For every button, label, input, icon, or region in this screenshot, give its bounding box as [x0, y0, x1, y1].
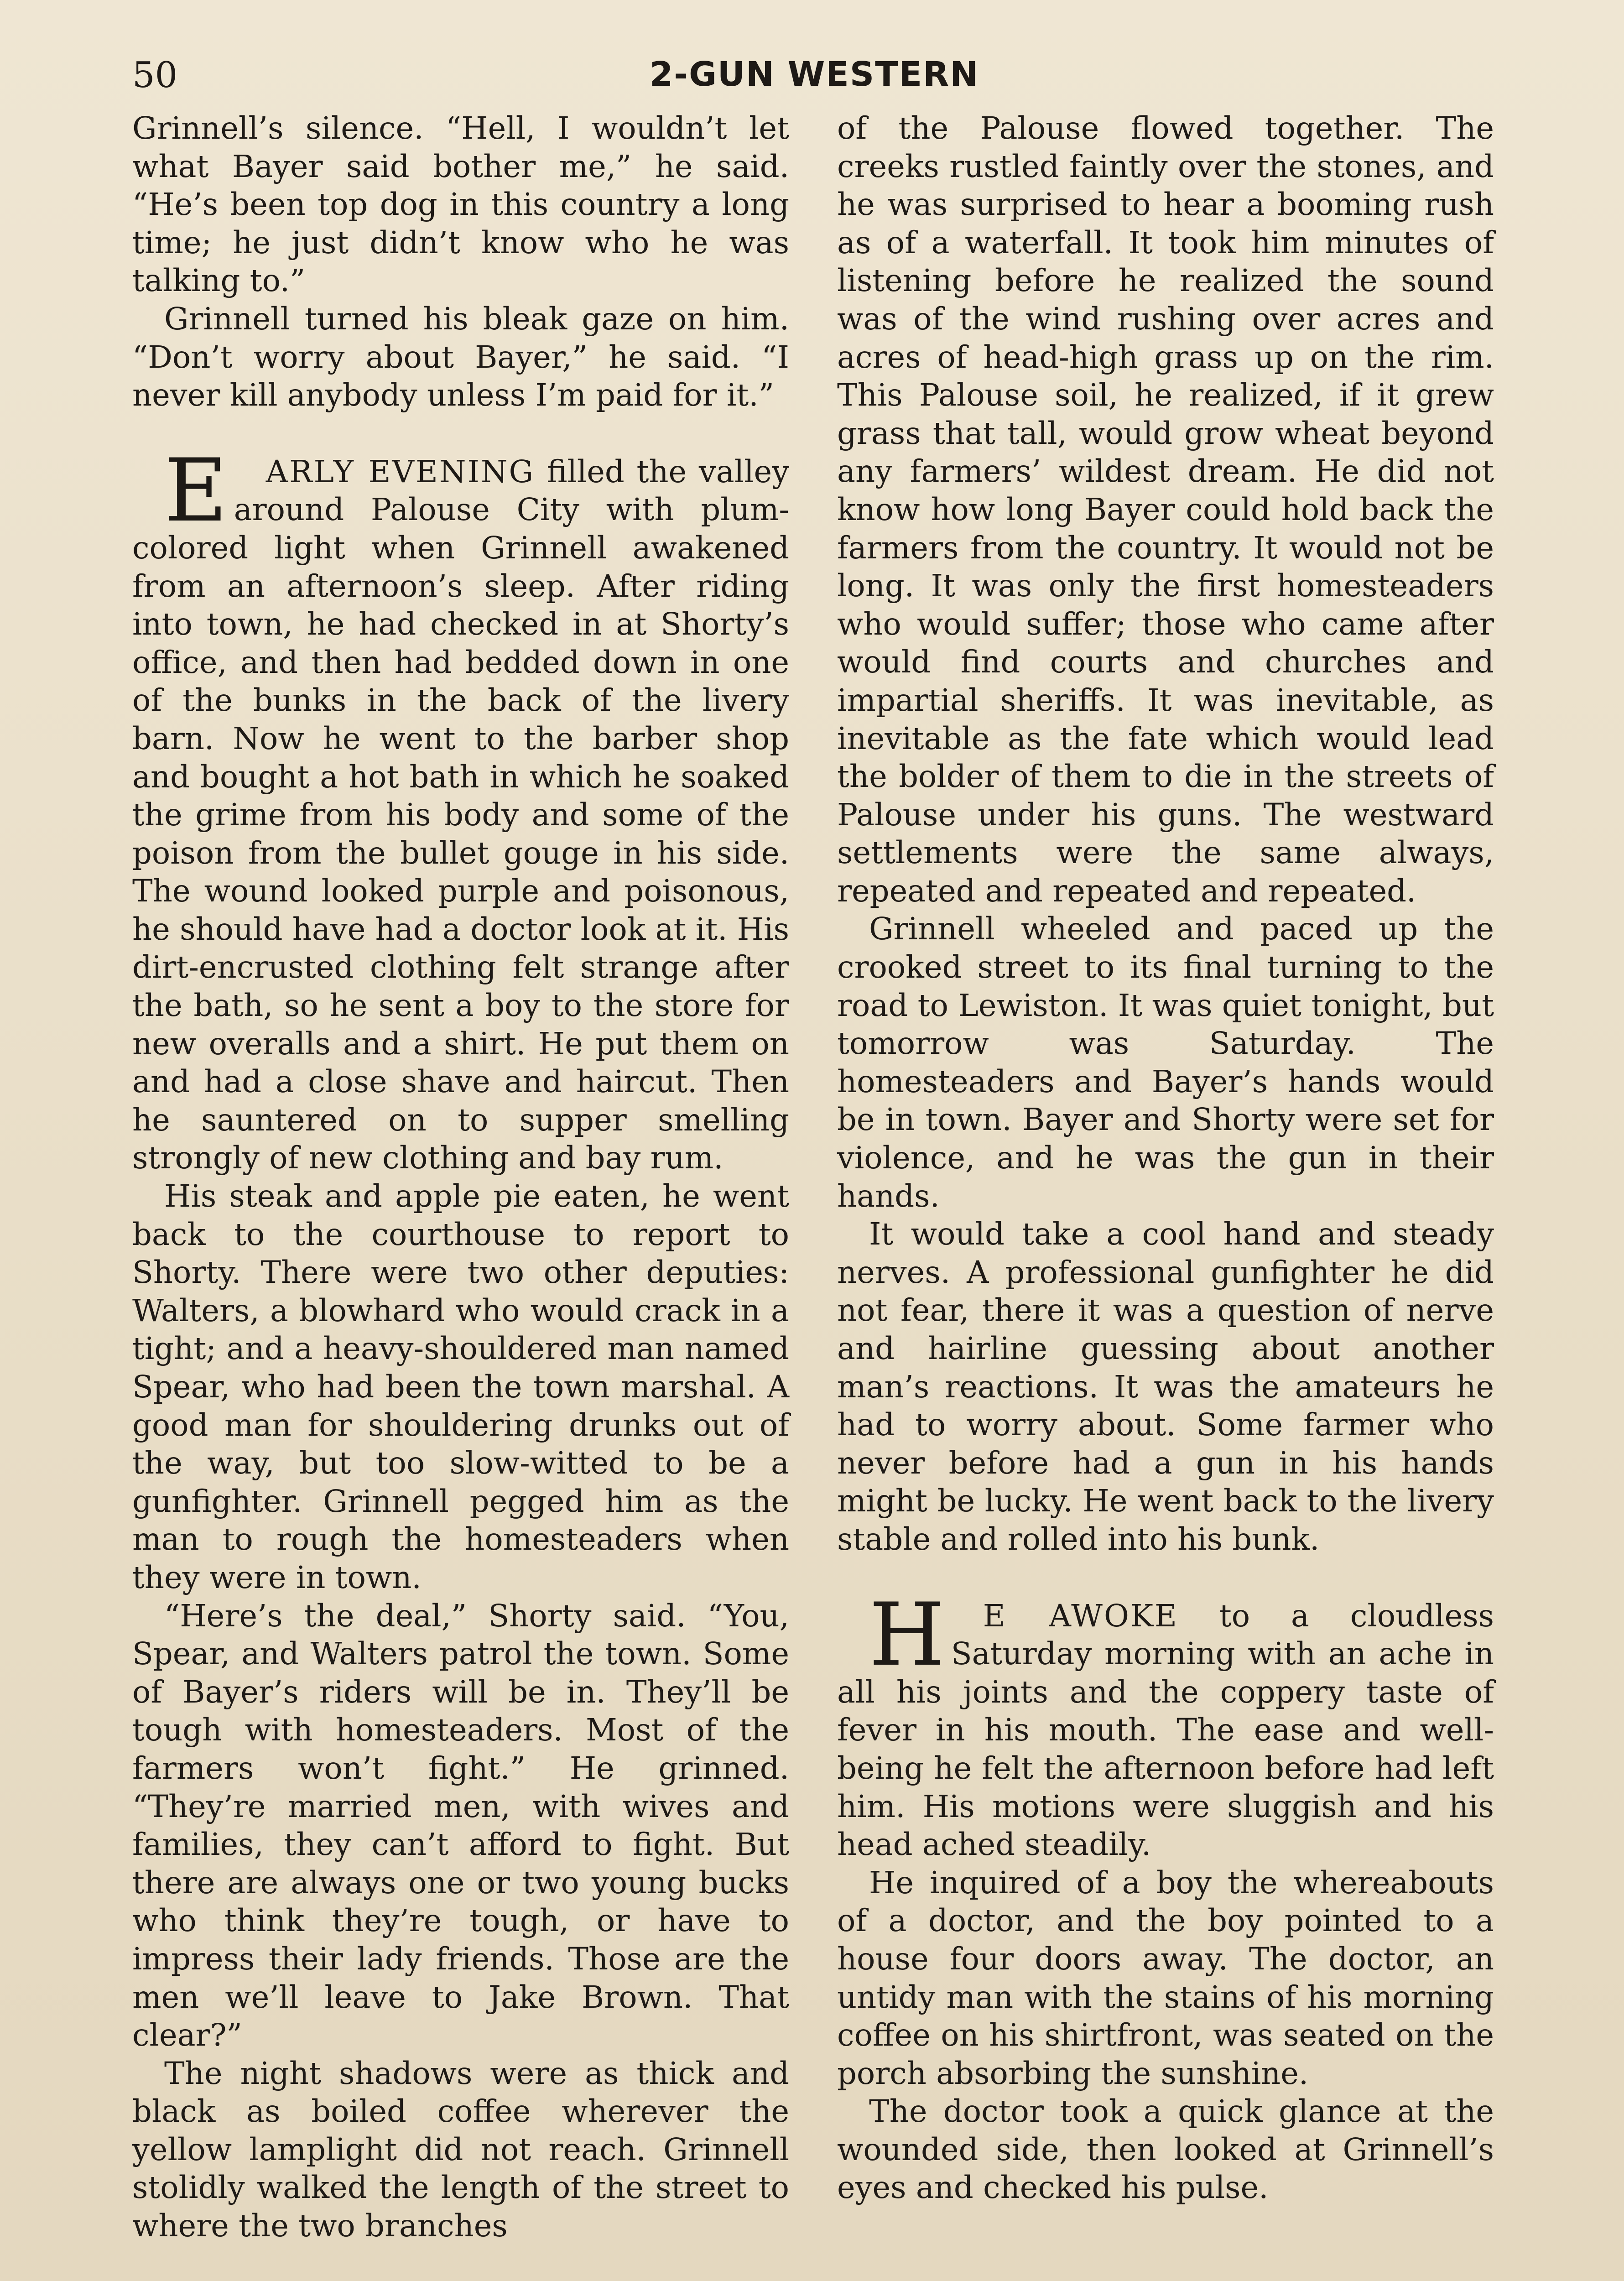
- paragraph-text: filled the valley around Palouse City with plum-colored light when Grinnell awakened from an afternoon’s sleep. After riding into town, he had checked in at Shorty’s office, and then had bedded down in one of the bunks in the back of the livery barn. Now he went to the barber shop and bought a hot bath in which he soaked the grime from his body and some of the poison from the bullet gouge in his side. The wound looked purple and poisonous, he should have had a doctor look at it. His dirt-encrusted clothing felt strange after the bath, so he sent a boy to the store for new overalls and a shirt. He put them on and had a close shave and haircut. Then he sauntered on to supper smelling strongly of new clothing and bay rum.: [132, 453, 790, 1176]
- drop-cap: H: [869, 1584, 945, 1685]
- running-title: 2-GUN WESTERN: [649, 55, 979, 94]
- section-break: [132, 415, 789, 453]
- paragraph: of the Palouse flowed together. The creeks rustled faintly over the stones, and he was surprised to hear a booming rush as of a waterfall. It took him minutes of listening before he realized the sound was of the wind rushing over acres and acres of head-high grass up on the rim. This Palouse soil, he realized, if it grew grass that tall, would grow wheat beyond any farmers’ wildest dream. He did not know how long Bayer could hold back the farmers from the country. It would not be long. It was only the first homesteaders who would suffer; those who came after would find courts and churches and impartial sheriffs. It was inevitable, as inevitable as the fate which would lead the bolder of them to die in the streets of Palouse under his guns. The westward settlements were the same always, repeated and repeated and repeated.: [837, 110, 1494, 909]
- paragraph-text: to a cloudless Saturday morning with an ache in all his joints and the coppery taste of fever in his mouth. The ease and well-being he felt the afternoon before had left him. His motions were sluggish and his head ached steadily.: [837, 1598, 1494, 1863]
- paragraph: The night shadows were as thick and black as boiled coffee wherever the yellow lamplight did not reach. Grinnell stolidly walked the length of the street to where the two branches: [132, 2055, 789, 2244]
- paragraph: Grinnell’s silence. “Hell, I wouldn’t let what Bayer said bother me,” he said. “He’s been top dog in this country a long time; he just didn’t know who he was talking to.”: [132, 110, 789, 299]
- paragraph: The doctor took a quick glance at the wounded side, then looked at Grinnell’s eyes and checked his pulse.: [837, 2094, 1494, 2206]
- drop-cap: E: [164, 440, 228, 541]
- paragraph: He inquired of a boy the whereabouts of a doctor, and the boy pointed to a house four doors away. The doctor, an untidy man with the stains of his morning coffee on his shirtfront, was seated on the porch absorbing the sunshine.: [837, 1864, 1494, 2091]
- paragraph: It would take a cool hand and steady nerves. A professional gunfighter he did not fear, there it was a question of nerve and hairline guessing about another man’s reactions. It was the amateurs he had to worry about. Some farmer who never before had a gun in his hands might be lucky. He went back to the livery stable and rolled into his bunk.: [837, 1216, 1494, 1557]
- left-column: [132, 109, 789, 2245]
- paragraph: “Here’s the deal,” Shorty said. “You, Spear, and Walters patrol the town. Some of Bayer’s riders will be in. They’ll be tough with homesteaders. Most of the farmers won’t fight.” He grinned. “They’re married men, with wives and families, they can’t afford to fight. But there are always one or two young bucks who think they’re tough, or have to impress their lady friends. Those are the men we’ll leave to Jake Brown. That clear?”: [132, 1598, 789, 2053]
- section-paragraph: [837, 1584, 1494, 1864]
- lead-in: E AWOKE: [983, 1598, 1178, 1634]
- paragraph: Grinnell wheeled and paced up the crooked street to its final turning to the road to Lewiston. It was quiet tonight, but tomorrow was Saturday. The homesteaders and Bayer’s hands would be in town. Bayer and Shorty were set for violence, and he was the gun in their hands.: [837, 911, 1494, 1214]
- right-column: [837, 109, 1494, 2207]
- paragraph: Grinnell turned his bleak gaze on him. “Don’t worry about Bayer,” he said. “I never kill anybody unless I’m paid for it.”: [132, 301, 789, 413]
- section-paragraph: [132, 440, 790, 1177]
- page-number: 50: [132, 55, 178, 96]
- lead-in: ARLY EVENING: [265, 453, 535, 490]
- paragraph: His steak and apple pie eaten, he went back to the courthouse to report to Shorty. There were two other deputies: Walters, a blowhard who would crack in a tight; and a heavy-shouldered man named Spear, who had been the town marshal. A good man for shouldering drunks out of the way, but too slow-witted to be a gunfighter. Grinnell pegged him as the man to rough the homesteaders when they were in town.: [132, 1178, 789, 1595]
- page-header: [132, 55, 1496, 105]
